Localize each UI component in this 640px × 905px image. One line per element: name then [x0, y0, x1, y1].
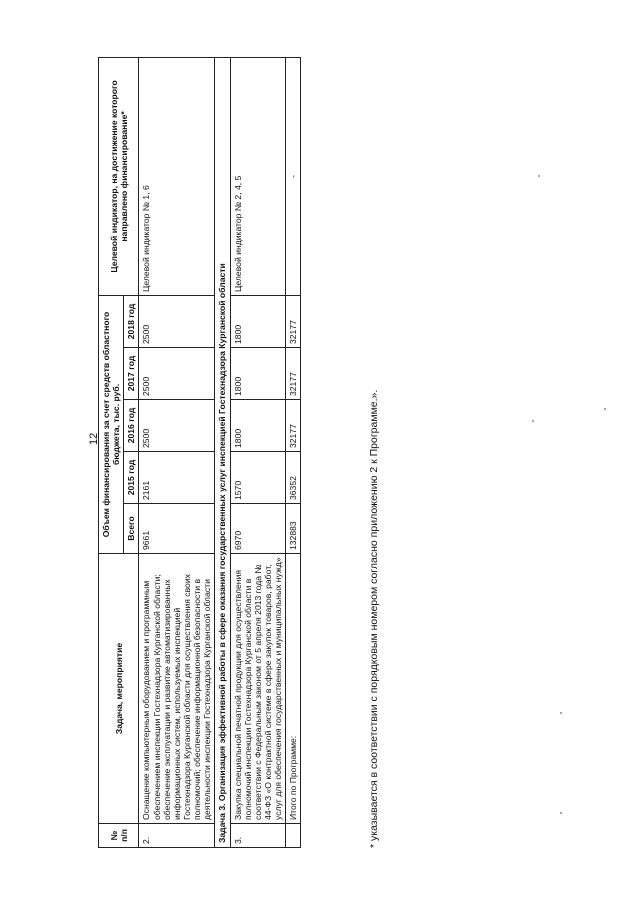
- scan-speck: [604, 408, 606, 410]
- row-2018: 2500: [139, 295, 215, 347]
- page-number: 12: [88, 432, 100, 445]
- col-header-2017: 2017 год: [124, 348, 139, 400]
- total-label: Итого по Программе:: [286, 554, 301, 824]
- footnote-mark: *: [368, 843, 380, 848]
- total-2017: 32177: [286, 348, 301, 400]
- table-row: [139, 57, 215, 847]
- header-row-1: [99, 57, 124, 847]
- col-header-2015: 2015 год: [124, 452, 139, 504]
- row-2015: 1570: [230, 452, 286, 504]
- row-number: 2.: [139, 824, 215, 848]
- col-header-indicator: Целевой индикатор, на достижение которого направлено финансирование*: [99, 57, 139, 295]
- row-indicator: Целевой индикатор № 2, 4, 5: [230, 57, 286, 295]
- row-2016: 2500: [139, 400, 215, 452]
- table-row: [230, 57, 286, 847]
- row-indicator: Целевой индикатор № 1, 6: [139, 57, 215, 295]
- total-2018: 32177: [286, 295, 301, 347]
- rotated-page-content: [98, 58, 380, 848]
- row-number: 3.: [230, 824, 286, 848]
- scan-speck: [532, 420, 534, 422]
- scan-speck: [560, 712, 562, 714]
- section-row: [215, 57, 230, 847]
- col-header-2018: 2018 год: [124, 295, 139, 347]
- col-header-num: № п/п: [99, 824, 139, 848]
- total-row: [286, 57, 301, 847]
- row-2018: 1800: [230, 295, 286, 347]
- row-task: Закупка специальной печатной продукции для осуществления полномочий инспекции Гостехнадзора Курганской области в соответствии с Федеральным законом от 5 апреля 2013 года № 44-ФЗ «О контрактной системе в сфере закупок товаров, работ, услуг для обеспечения государственных и муниципальных нужд»: [230, 554, 286, 824]
- funding-table: [98, 57, 301, 848]
- section-title: Задача 3. Организация эффективной работы в сфере оказания государственных услуг инспекцией Гостехнадзора Курганской области: [215, 57, 230, 847]
- total-2015: 36352: [286, 452, 301, 504]
- footnote-text: указывается в соответствии с порядковым номером согласно приложению 2 к Программе.».: [368, 389, 380, 841]
- col-header-task: Задача, мероприятие: [99, 554, 139, 824]
- row-2017: 1800: [230, 348, 286, 400]
- total-indicator: -: [286, 57, 301, 295]
- row-total: 6970: [230, 504, 286, 554]
- row-task: Оснащение компьютерным оборудованием и программным обеспечением инспекции Гостехнадзора Курганской области; обеспечение эксплуатации и развитие автоматизированных информационных систем, используемых инспекцией Гостехнадзора Курганской области для осуществления своих полномочий; обеспечение информационной безопасности в деятельности инспекции Гостехнадзора Курганской области: [139, 554, 215, 824]
- row-2015: 2161: [139, 452, 215, 504]
- total-2016: 32177: [286, 400, 301, 452]
- col-header-funding: Объем финансирования за счет средств областного бюджета, тыс. руб.: [99, 295, 124, 553]
- row-2016: 1800: [230, 400, 286, 452]
- scan-speck: [538, 175, 540, 177]
- total-total: 132883: [286, 504, 301, 554]
- row-total: 9661: [139, 504, 215, 554]
- col-header-total: Всего: [124, 504, 139, 554]
- row-2017: 2500: [139, 348, 215, 400]
- scan-speck: [560, 812, 562, 814]
- total-num-cell: [286, 824, 301, 848]
- footnote: [368, 390, 380, 848]
- col-header-2016: 2016 год: [124, 400, 139, 452]
